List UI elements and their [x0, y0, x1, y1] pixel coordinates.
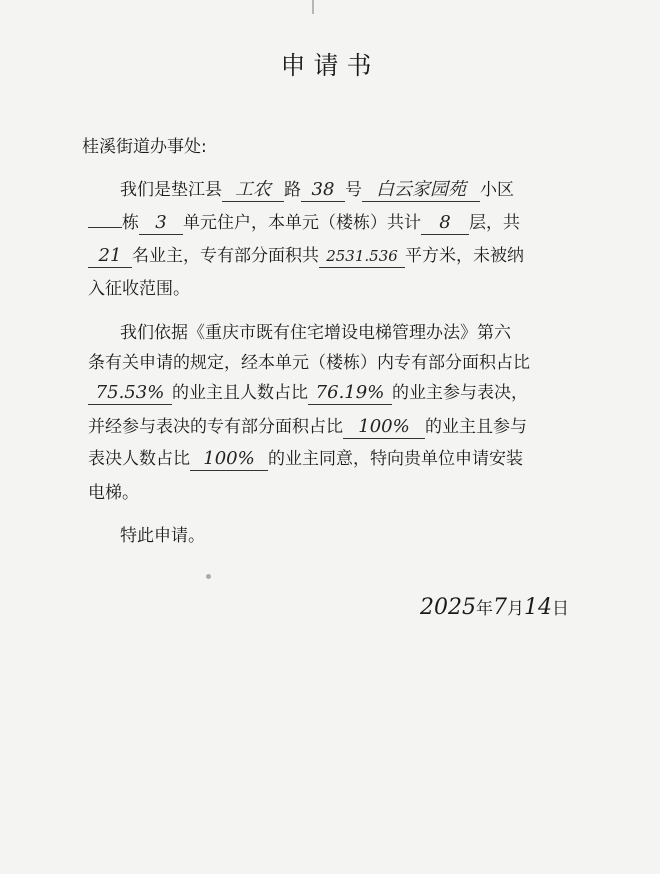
document-title: 申请书	[280, 51, 380, 80]
date	[420, 596, 569, 621]
p2-text: 的业主且参与	[425, 417, 527, 437]
p1-text: 平方米，未被纳	[405, 246, 524, 266]
closing: 特此申请。	[120, 526, 205, 546]
p1-line2	[88, 211, 520, 235]
p2-text: 的业主且人数占比	[172, 383, 308, 403]
p1-line4: 入征收范围。	[88, 279, 190, 299]
vote-people-field: 100%	[190, 448, 268, 471]
road-field: 工农	[222, 179, 284, 202]
p1-text: 栋	[122, 213, 139, 233]
p2-line4	[88, 415, 527, 439]
p1-line3	[88, 244, 524, 268]
area-ratio-field: 75.53%	[88, 382, 172, 405]
p1-text: 路	[284, 180, 301, 200]
unit-field: 3	[139, 212, 183, 235]
p2-text: 的业主参与表决，	[392, 383, 528, 403]
scan-mark	[312, 0, 314, 14]
addressee: 桂溪街道办事处:	[82, 137, 207, 157]
p1-text: 层，共	[469, 213, 520, 233]
p1-text: 小区	[480, 180, 514, 200]
p1-text: 名业主，专有部分面积共	[132, 246, 319, 266]
p2-line3	[88, 381, 528, 405]
p2-line5	[88, 447, 523, 471]
p2-text: 表决人数占比	[88, 449, 190, 469]
owners-field: 21	[88, 245, 132, 268]
p1-line1	[120, 178, 514, 202]
building-field	[88, 227, 122, 228]
community-field: 白云家园苑	[362, 179, 480, 202]
p2-line2: 条有关申请的规定，经本单元（楼栋）内专有部分面积占比	[88, 353, 530, 373]
floors-field: 8	[421, 212, 469, 235]
scan-dot	[206, 574, 211, 579]
date-month: 7	[493, 595, 507, 620]
date-label: 月	[507, 599, 524, 619]
people-ratio-field: 76.19%	[308, 382, 392, 405]
p2-text: 并经参与表决的专有部分面积占比	[88, 417, 343, 437]
date-label: 日	[552, 599, 569, 619]
p1-text: 号	[345, 180, 362, 200]
p2-text: 的业主同意，特向贵单位申请安装	[268, 449, 523, 469]
date-label: 年	[476, 599, 493, 619]
p2-line6: 电梯。	[88, 483, 139, 503]
date-year: 2025	[420, 595, 476, 620]
area-field: 2531.536	[319, 245, 405, 268]
date-day: 14	[524, 595, 552, 620]
p1-text: 我们是垫江县	[120, 180, 222, 200]
p2-line1: 我们依据《重庆市既有住宅增设电梯管理办法》第六	[120, 323, 511, 343]
p1-text: 单元住户，本单元（楼栋）共计	[183, 213, 421, 233]
number-field: 38	[301, 179, 345, 202]
vote-area-field: 100%	[343, 416, 425, 439]
